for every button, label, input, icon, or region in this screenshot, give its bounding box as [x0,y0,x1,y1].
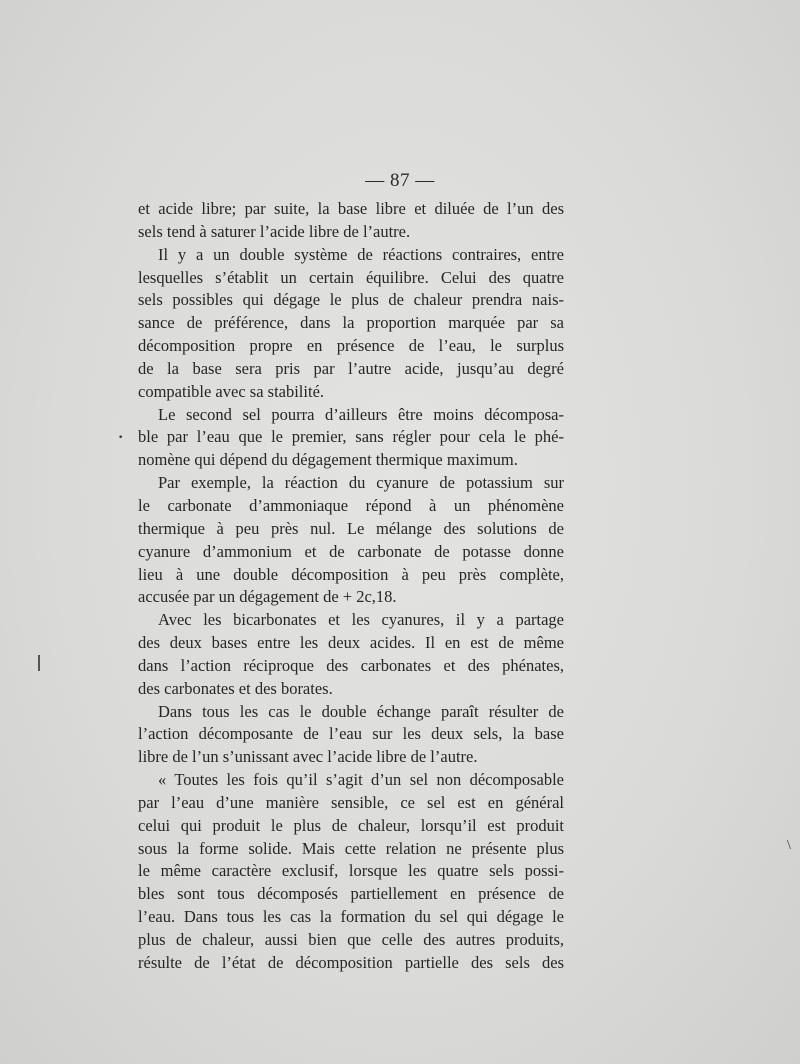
text-line: sels possibles qui dégage le plus de chaleur prendra nais- [138,290,564,310]
text-line: résulte de l’état de décomposition partielle des sels des [138,952,564,972]
text-line: lieu à une double décomposition à peu près complète, [138,564,564,584]
text-line: sous la forme solide. Mais cette relation ne présente plus [138,838,564,858]
margin-speck: · [117,424,125,449]
text-line: Il y a un double système de réactions contraires, entre [158,244,564,264]
text-line: des carbonates et des borates. [138,678,333,698]
text-line: bles sont tous décomposés partiellement en présence de [138,884,564,904]
text-line: dans l’action réciproque des carbonates et des phénates, [138,655,564,675]
text-line: « Toutes les fois qu’il s’agit d’un sel non décomposable [158,770,564,790]
text-line: celui qui produit le plus de chaleur, lorsqu’il est produit [138,815,564,835]
text-line: plus de chaleur, aussi bien que celle des autres produits, [138,930,564,949]
text-line: l’action décomposante de l’eau sur les deux sels, la base [138,724,564,744]
text-line: des deux bases entre les deux acides. Il en est de même [138,633,564,653]
text-line: Avec les bicarbonates et les cyanures, il y a partage [158,610,564,630]
text-line: cyanure d’ammonium et de carbonate de potasse donne [138,541,564,561]
text-line: sels tend à saturer l’acide libre de l’autre. [138,221,411,241]
text-line: thermique à peu près nul. Le mélange des solutions de [138,518,564,538]
text-line: ble par l’eau que le premier, sans régler pour cela le phé- [138,427,564,447]
text-line: Le second sel pourra d’ailleurs être moins décomposa- [158,404,564,424]
margin-tick [38,655,40,671]
text-line: par l’eau d’une manière sensible, ce sel est en général [138,792,564,812]
text-line: nomène qui dépend du dégagement thermique maximum. [138,450,518,470]
text-line: le même caractère exclusif, lorsque les quatre sels possi- [138,861,564,881]
text-line: et acide libre; par suite, la base libre et diluée de l’un des [138,199,564,218]
text-line: Dans tous les cas le double échange paraît résulter de [158,701,564,721]
text-line: sance de préférence, dans la proportion marquée par sa [138,313,564,333]
text-line: lesquelles s’établit un certain équilibre. Celui des quatre [138,267,564,287]
text-line: accusée par un dégagement de + 2c,18. [138,587,397,607]
page-number: — 87 — [365,170,435,191]
text-line: Par exemple, la réaction du cyanure de potassium sur [158,473,564,493]
body-text [138,198,564,975]
text-line: décomposition propre en présence de l’eau, le surplus [138,336,564,356]
text-line: l’eau. Dans tous les cas la formation du sel qui dégage le [138,907,564,927]
margin-speck: \ [787,838,791,853]
text-line: compatible avec sa stabilité. [138,381,325,401]
text-line: libre de l’un s’unissant avec l’acide libre de l’autre. [138,747,478,767]
text-line: le carbonate d’ammoniaque répond à un phénomène [138,495,564,515]
text-line: de la base sera pris par l’autre acide, jusqu’au degré [138,358,564,378]
